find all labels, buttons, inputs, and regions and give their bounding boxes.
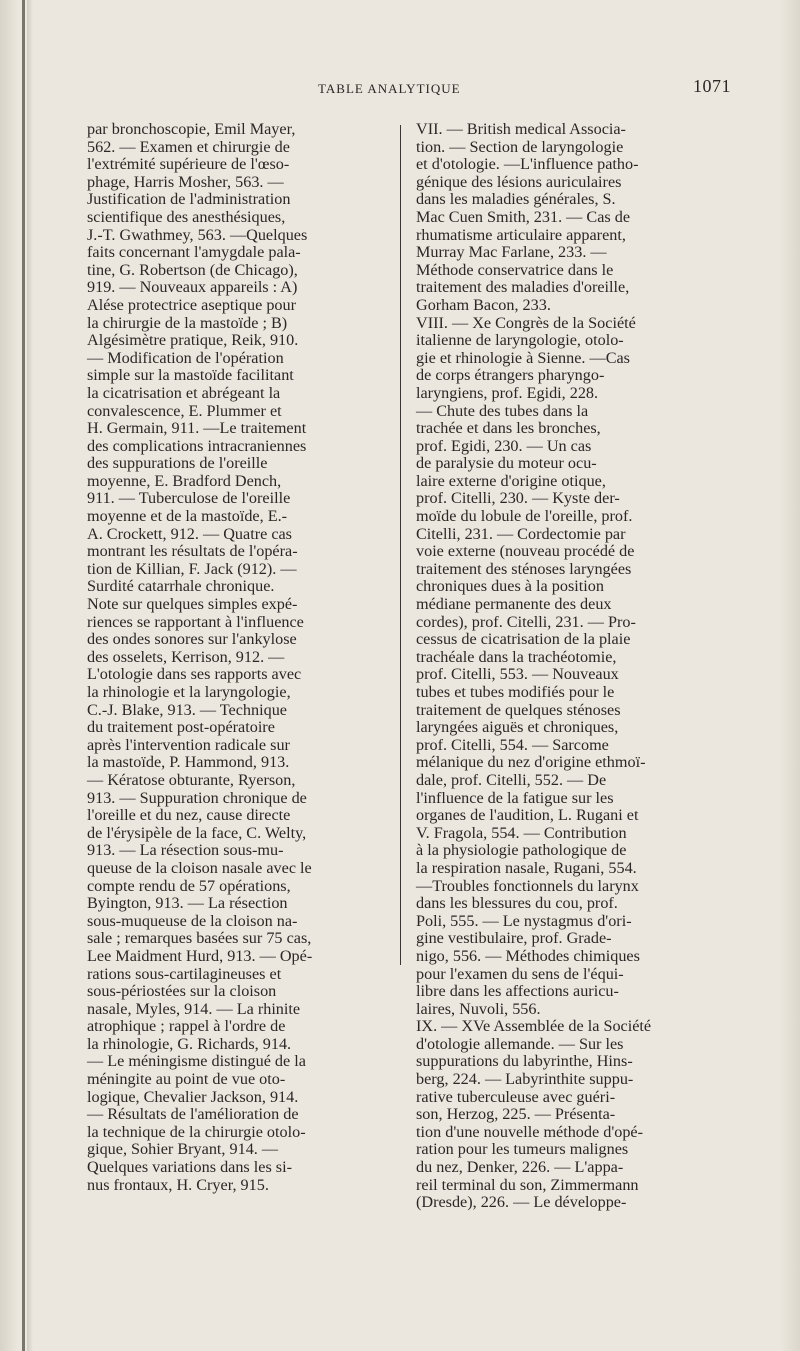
text-line: Quelques variations dans les si- <box>87 1158 292 1177</box>
text-line: italienne de laryngologie, otolo- <box>416 331 624 350</box>
text-line: traitement des maladies d'oreille, <box>416 278 630 297</box>
text-line: moyenne et de la mastoïde, E.- <box>87 507 288 526</box>
text-line: dale, prof. Citelli, 552. — De <box>416 770 607 789</box>
text-line: à la physiologie pathologique de <box>416 841 627 860</box>
text-line: laire externe d'origine otique, <box>416 471 606 490</box>
text-line: prof. Citelli, 230. — Kyste der- <box>416 489 620 508</box>
text-line: des complications intracraniennes <box>87 436 307 455</box>
text-line: la cicatrisation et abrégeant la <box>87 383 281 402</box>
text-line: berg, 224. — Labyrinthite suppu- <box>416 1070 634 1089</box>
text-line: après l'intervention radicale sur <box>87 735 290 754</box>
text-line: gine vestibulaire, prof. Grade- <box>416 929 612 948</box>
text-line: la rhinologie et la laryngologie, <box>87 683 291 701</box>
text-line: laires, Nuvoli, 556. <box>416 999 541 1018</box>
text-line: — Le méningisme distingué de la <box>87 1052 306 1071</box>
text-line: riences se rapportant à l'influence <box>87 612 304 631</box>
text-line: tion de Killian, F. Jack (912). — <box>87 559 297 578</box>
text-line: — Chute des tubes dans la <box>416 401 589 420</box>
text-line: J.-T. Gwathmey, 563. —Quelques <box>87 225 308 244</box>
text-line: logique, Chevalier Jackson, 914. <box>87 1087 299 1106</box>
text-line: l'influence de la fatigue sur les <box>416 788 614 807</box>
text-line: Mac Cuen Smith, 231. — Cas de <box>416 207 631 226</box>
text-line: nigo, 556. — Méthodes chimiques <box>416 946 640 965</box>
left-text-column <box>87 121 387 1194</box>
text-line: gique, Sohier Bryant, 914. — <box>87 1140 279 1159</box>
right-text-column <box>416 121 736 1212</box>
text-line: la technique de la chirurgie otolo- <box>87 1122 306 1141</box>
page-number: 1071 <box>693 76 731 96</box>
text-line: 911. — Tuberculose de l'oreille <box>87 489 291 508</box>
text-line: laryngées aiguës et chroniques, <box>416 718 619 737</box>
text-line: Note sur quelques simples expé- <box>87 595 298 614</box>
text-line: atrophique ; rappel à l'ordre de <box>87 1017 286 1036</box>
text-line: cessus de cicatrisation de la plaie <box>416 630 631 649</box>
text-line: C.-J. Blake, 913. — Technique <box>87 700 287 719</box>
text-line: sous-muqueuse de la cloison na- <box>87 911 298 930</box>
text-line: Byington, 913. — La résection <box>87 894 288 913</box>
text-line: Surdité catarrhale chronique. <box>87 577 275 596</box>
text-line: A. Crockett, 912. — Quatre cas <box>87 524 292 543</box>
text-line: montrant les résultats de l'opéra- <box>87 542 298 561</box>
text-line: cordes), prof. Citelli, 231. — Pro- <box>416 612 636 631</box>
text-line: — Résultats de l'amélioration de <box>87 1105 299 1124</box>
text-line: prof. Citelli, 554. — Sarcome <box>416 735 609 754</box>
running-header-title: TABLE ANALYTIQUE <box>318 81 461 96</box>
text-line: dans les blessures du cou, prof. <box>416 894 618 913</box>
text-line: sale ; remarques basées sur 75 cas, <box>87 929 312 948</box>
text-line: chroniques dues à la position <box>416 577 604 596</box>
text-line: l'extrémité supérieure de l'œso- <box>87 155 290 174</box>
text-line: suppurations du labyrinthe, Hins- <box>416 1052 633 1071</box>
text-line: et d'otologie. —L'influence patho- <box>416 155 639 174</box>
text-line: simple sur la mastoïde facilitant <box>87 366 294 385</box>
text-line: libre dans les affections auricu- <box>416 982 619 1001</box>
text-line: Algésimètre pratique, Reik, 910. <box>87 331 299 350</box>
text-line: moyenne, E. Bradford Dench, <box>87 471 282 490</box>
text-line: VIII. — Xe Congrès de la Société <box>416 313 636 332</box>
text-line: par bronchoscopie, Emil Mayer, <box>87 120 296 138</box>
text-line: d'otologie allemande. — Sur les <box>416 1034 624 1053</box>
text-line: de corps étrangers pharyngo- <box>416 366 605 385</box>
text-line: 919. — Nouveaux appareils : A) <box>87 278 298 297</box>
text-line: trachéale dans la trachéotomie, <box>416 647 617 666</box>
text-line: Méthode conservatrice dans le <box>416 260 614 279</box>
text-line: — Kératose obturante, Ryerson, <box>87 770 296 789</box>
page-spine-edge <box>22 0 25 1351</box>
text-line: convalescence, E. Plummer et <box>87 401 282 420</box>
text-line: traitement de quelques sténoses <box>416 700 621 719</box>
text-line: la chirurgie de la mastoïde ; B) <box>87 313 288 332</box>
text-line: L'otologie dans ses rapports avec <box>87 665 302 684</box>
text-line: du nez, Denker, 226. — L'appa- <box>416 1158 624 1177</box>
text-line: — Modification de l'opération <box>87 348 284 367</box>
text-line: traitement des sténoses laryngées <box>416 559 632 578</box>
text-line: ration pour les tumeurs malignes <box>416 1140 629 1159</box>
text-line: de paralysie du moteur ocu- <box>416 454 597 473</box>
text-line: des suppurations de l'oreille <box>87 454 268 473</box>
text-line: reil terminal du son, Zimmermann <box>416 1175 639 1194</box>
text-line: des ondes sonores sur l'ankylose <box>87 630 297 649</box>
text-line: H. Germain, 911. —Le traitement <box>87 419 307 438</box>
page-spine-shadow <box>27 0 33 1351</box>
text-line: rative tuberculeuse avec guéri- <box>416 1087 616 1106</box>
text-line: organes de l'audition, L. Rugani et <box>416 806 639 825</box>
text-line: la mastoïde, P. Hammond, 913. <box>87 753 290 772</box>
text-line: tubes et tubes modifiés pour le <box>416 683 615 701</box>
text-line: tion. — Section de laryngologie <box>416 137 624 156</box>
text-line: tion d'une nouvelle méthode d'opé- <box>416 1122 644 1141</box>
text-line: laryngiens, prof. Egidi, 228. <box>416 383 599 402</box>
text-line: (Dresde), 226. — Le développe- <box>416 1193 627 1212</box>
text-line: Citelli, 231. — Cordectomie par <box>416 524 626 543</box>
text-line: mélanique du nez d'origine ethmoï- <box>416 753 646 772</box>
text-line: phage, Harris Mosher, 563. — <box>87 172 284 191</box>
text-line: moïde du lobule de l'oreille, prof. <box>416 507 633 526</box>
text-line: l'oreille et du nez, cause directe <box>87 806 291 825</box>
text-line: la rhinologie, G. Richards, 914. <box>87 1034 292 1053</box>
text-line: IX. — XVe Assemblée de la Société <box>416 1017 652 1036</box>
text-line: queuse de la cloison nasale avec le <box>87 858 312 877</box>
text-line: gie et rhinologie à Sienne. —Cas <box>416 348 630 367</box>
text-line: son, Herzog, 225. — Présenta- <box>416 1105 616 1124</box>
text-line: Justification de l'administration <box>87 190 291 209</box>
text-line: médiane permanente des deux <box>416 595 612 614</box>
text-line: compte rendu de 57 opérations, <box>87 876 291 895</box>
text-line: Lee Maidment Hurd, 913. — Opé- <box>87 946 313 965</box>
text-line: —Troubles fonctionnels du larynx <box>416 876 639 895</box>
text-line: trachée et dans les bronches, <box>416 419 601 438</box>
text-line: des osselets, Kerrison, 912. — <box>87 647 285 666</box>
text-line: nasale, Myles, 914. — La rhinite <box>87 999 301 1018</box>
text-line: tine, G. Robertson (de Chicago), <box>87 260 298 279</box>
text-line: méningite au point de vue oto- <box>87 1070 286 1089</box>
text-line: génique des lésions auriculaires <box>416 172 622 191</box>
text-line: nus frontaux, H. Cryer, 915. <box>87 1175 269 1194</box>
text-line: rations sous-cartilagineuses et <box>87 964 282 983</box>
text-line: faits concernant l'amygdale pala- <box>87 243 301 262</box>
text-line: du traitement post-opératoire <box>87 718 275 737</box>
text-line: scientifique des anesthésiques, <box>87 207 286 226</box>
text-line: 913. — La résection sous-mu- <box>87 841 284 860</box>
text-line: la respiration nasale, Rugani, 554. <box>416 858 637 877</box>
text-line: Alése protectrice aseptique pour <box>87 295 296 314</box>
text-line: prof. Egidi, 230. — Un cas <box>416 436 592 455</box>
text-line: de l'érysipèle de la face, C. Welty, <box>87 823 307 842</box>
text-line: voie externe (nouveau procédé de <box>416 542 635 561</box>
text-line: Poli, 555. — Le nystagmus d'ori- <box>416 911 632 930</box>
text-line: Gorham Bacon, 233. <box>416 295 551 314</box>
text-line: dans les maladies générales, S. <box>416 190 616 209</box>
text-line: 913. — Suppuration chronique de <box>87 788 307 807</box>
text-line: VII. — British medical Associa- <box>416 120 626 138</box>
text-line: V. Fragola, 554. — Contribution <box>416 823 627 842</box>
column-divider <box>400 125 401 965</box>
text-line: prof. Citelli, 553. — Nouveaux <box>416 665 619 684</box>
text-line: Murray Mac Farlane, 233. — <box>416 243 607 262</box>
text-line: sous-périostées sur la cloison <box>87 982 277 1001</box>
text-line: 562. — Examen et chirurgie de <box>87 137 290 156</box>
text-line: rhumatisme articulaire apparent, <box>416 225 626 244</box>
text-line: pour l'examen du sens de l'équi- <box>416 964 624 983</box>
